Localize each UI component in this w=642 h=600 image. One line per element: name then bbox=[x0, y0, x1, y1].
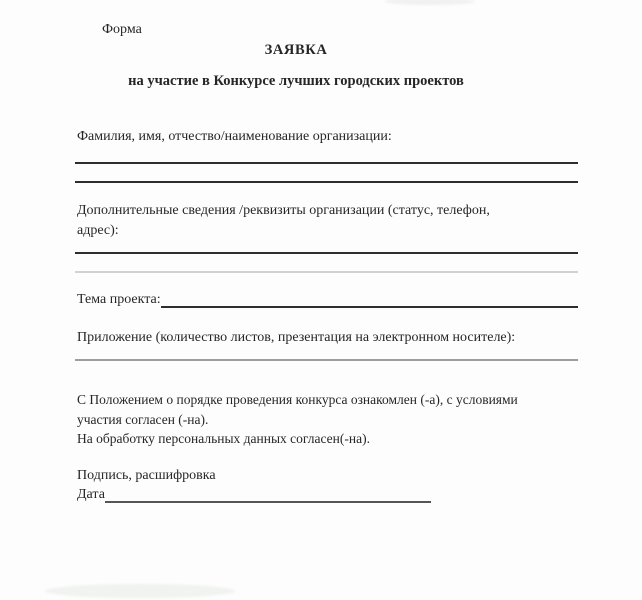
consent-text bbox=[77, 390, 582, 449]
details-write-line-2[interactable] bbox=[75, 271, 578, 273]
attachment-write-line[interactable] bbox=[75, 359, 578, 361]
date-field-label: Дата bbox=[77, 487, 105, 502]
name-write-line-2[interactable] bbox=[75, 181, 578, 183]
details-field-label bbox=[77, 201, 490, 241]
scan-smudge-top bbox=[385, 0, 475, 5]
page-subtitle: на участие в Конкурсе лучших городских проектов bbox=[128, 73, 464, 89]
topic-write-line[interactable] bbox=[161, 291, 578, 308]
details-write-line-1[interactable] bbox=[75, 252, 578, 254]
consent-line-1: С Положением о порядке проведения конкурса ознакомлен (-а), с условиями bbox=[77, 392, 518, 407]
consent-line-3: На обработку персональных данных согласен(-на). bbox=[77, 431, 370, 446]
date-write-line[interactable] bbox=[105, 486, 431, 503]
scan-smudge-bottom bbox=[45, 584, 235, 598]
name-write-line-1[interactable] bbox=[75, 162, 578, 164]
attachment-field-label: Приложение (количество листов, презентация на электронном носителе): bbox=[77, 330, 516, 345]
consent-line-2: участия согласен (-на). bbox=[77, 411, 209, 427]
details-field-label-line1: Дополнительные сведения /реквизиты организации (статус, телефон, bbox=[77, 203, 490, 218]
name-field-label: Фамилия, имя, отчество/наименование организации: bbox=[77, 129, 392, 144]
details-field-label-line2: адрес): bbox=[77, 223, 119, 238]
date-field bbox=[77, 486, 578, 503]
topic-field-label: Тема проекта: bbox=[77, 292, 161, 307]
signature-label: Подпись, расшифровка bbox=[77, 468, 216, 483]
form-label: Форма bbox=[102, 22, 142, 37]
page-title: ЗАЯВКА bbox=[264, 42, 328, 58]
topic-field bbox=[77, 291, 578, 308]
